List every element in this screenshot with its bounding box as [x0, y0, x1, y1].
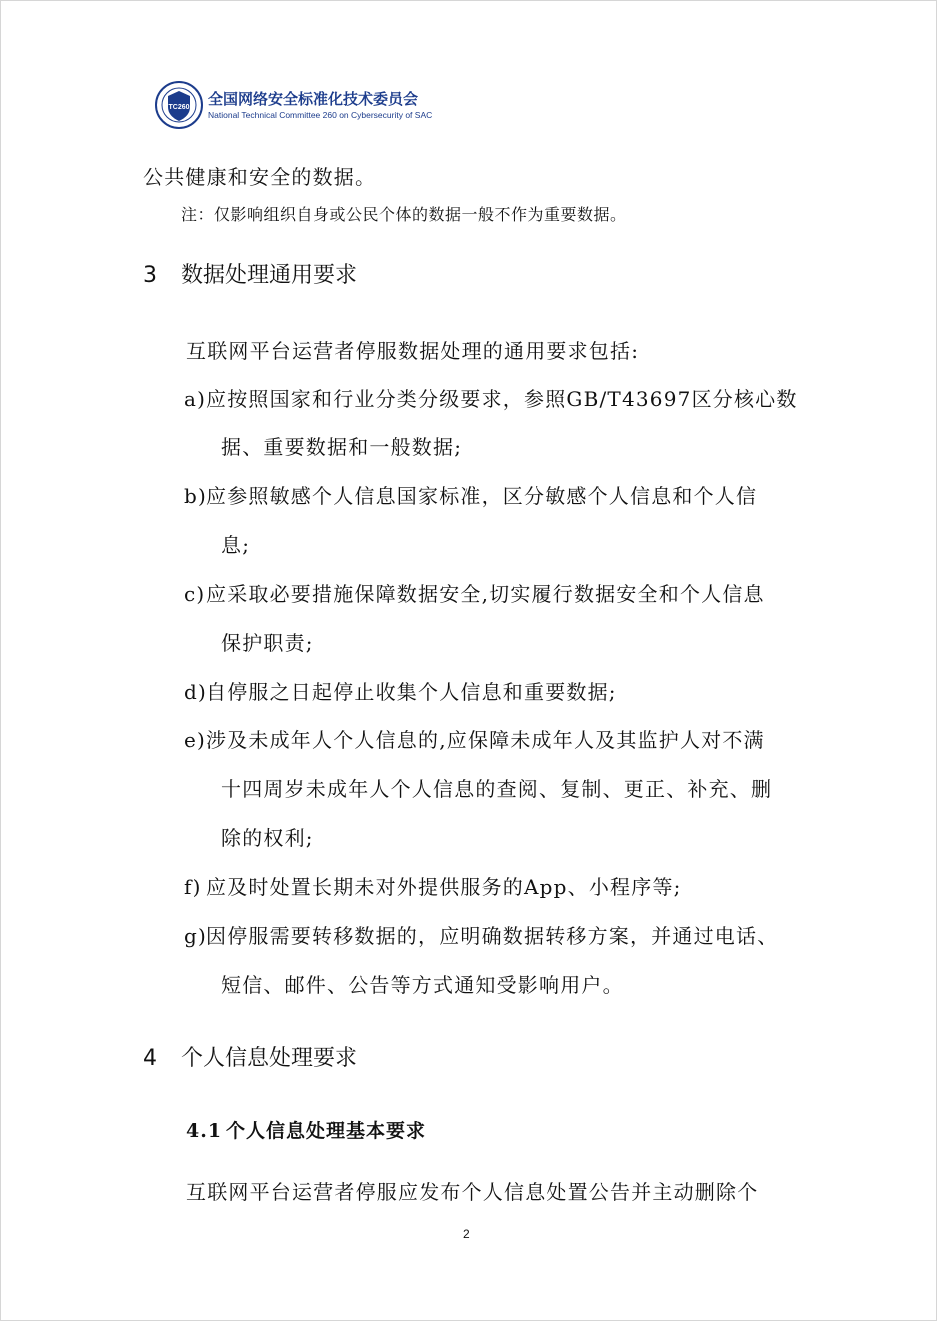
list-item — [184, 480, 757, 509]
list-continuation: 息; — [221, 533, 251, 557]
list-continuation: 十四周岁未成年人个人信息的查阅、复制、更正、补充、删 — [221, 777, 773, 801]
list-text: 因停服需要转移数据的，应明确数据转移方案，并通过电话、 — [206, 924, 779, 948]
subsection-title: 个人信息处理基本要求 — [226, 1120, 427, 1142]
list-item — [184, 871, 682, 900]
page-number: 2 — [463, 1227, 470, 1241]
list-continuation: 据、重要数据和一般数据; — [221, 435, 463, 459]
list-text: 涉及未成年人个人信息的,应保障未成年人及其监护人对不满 — [206, 728, 765, 752]
list-item — [184, 920, 778, 949]
list-text: 应采取必要措施保障数据安全,切实履行数据安全和个人信息 — [206, 582, 765, 606]
section-number: 4 — [143, 1046, 157, 1071]
subsection-4-1-heading — [186, 1116, 426, 1143]
section-4-paragraph: 互联网平台运营者停服应发布个人信息处置公告并主动删除个 — [186, 1180, 759, 1204]
section-3-heading — [143, 258, 357, 289]
org-name-en: National Technical Committee 260 on Cybersecurity of SAC — [208, 110, 433, 120]
list-label: d) — [184, 680, 208, 704]
continuation-line: 公共健康和安全的数据。 — [143, 165, 377, 189]
section-4-heading — [143, 1041, 357, 1072]
note: 注：仅影响组织自身或公民个体的数据一般不作为重要数据。 — [181, 205, 627, 224]
list-label: b) — [184, 484, 208, 508]
svg-text:TC260: TC260 — [168, 104, 190, 111]
list-item — [184, 724, 765, 753]
committee-logo — [148, 76, 433, 136]
section-title: 数据处理通用要求 — [181, 263, 358, 288]
list-text: 应及时处置长期未对外提供服务的App、小程序等; — [206, 875, 682, 899]
org-name-cn: 全国网络安全标准化技术委员会 — [208, 90, 419, 108]
list-continuation: 短信、邮件、公告等方式通知受影响用户。 — [221, 973, 624, 997]
list-label: f) — [184, 875, 202, 899]
list-label: g) — [184, 924, 208, 948]
list-item — [184, 383, 798, 412]
list-text: 自停服之日起停止收集个人信息和重要数据; — [206, 680, 617, 704]
list-text: 应参照敏感个人信息国家标准，区分敏感个人信息和个人信 — [206, 484, 758, 508]
section-3-intro: 互联网平台运营者停服数据处理的通用要求包括: — [186, 339, 640, 363]
section-number: 3 — [143, 263, 157, 288]
list-text: 应按照国家和行业分类分级要求，参照GB/T43697区分核心数 — [206, 387, 798, 411]
subsection-number: 4.1 — [186, 1120, 223, 1142]
list-continuation: 除的权利; — [221, 826, 314, 850]
list-item — [184, 676, 617, 705]
list-label: e) — [184, 728, 207, 752]
list-label: c) — [184, 582, 206, 606]
tc260-seal-icon — [154, 78, 204, 134]
list-continuation: 保护职责; — [221, 631, 314, 655]
list-label: a) — [184, 387, 207, 411]
section-title: 个人信息处理要求 — [181, 1046, 358, 1071]
list-item — [184, 578, 765, 607]
